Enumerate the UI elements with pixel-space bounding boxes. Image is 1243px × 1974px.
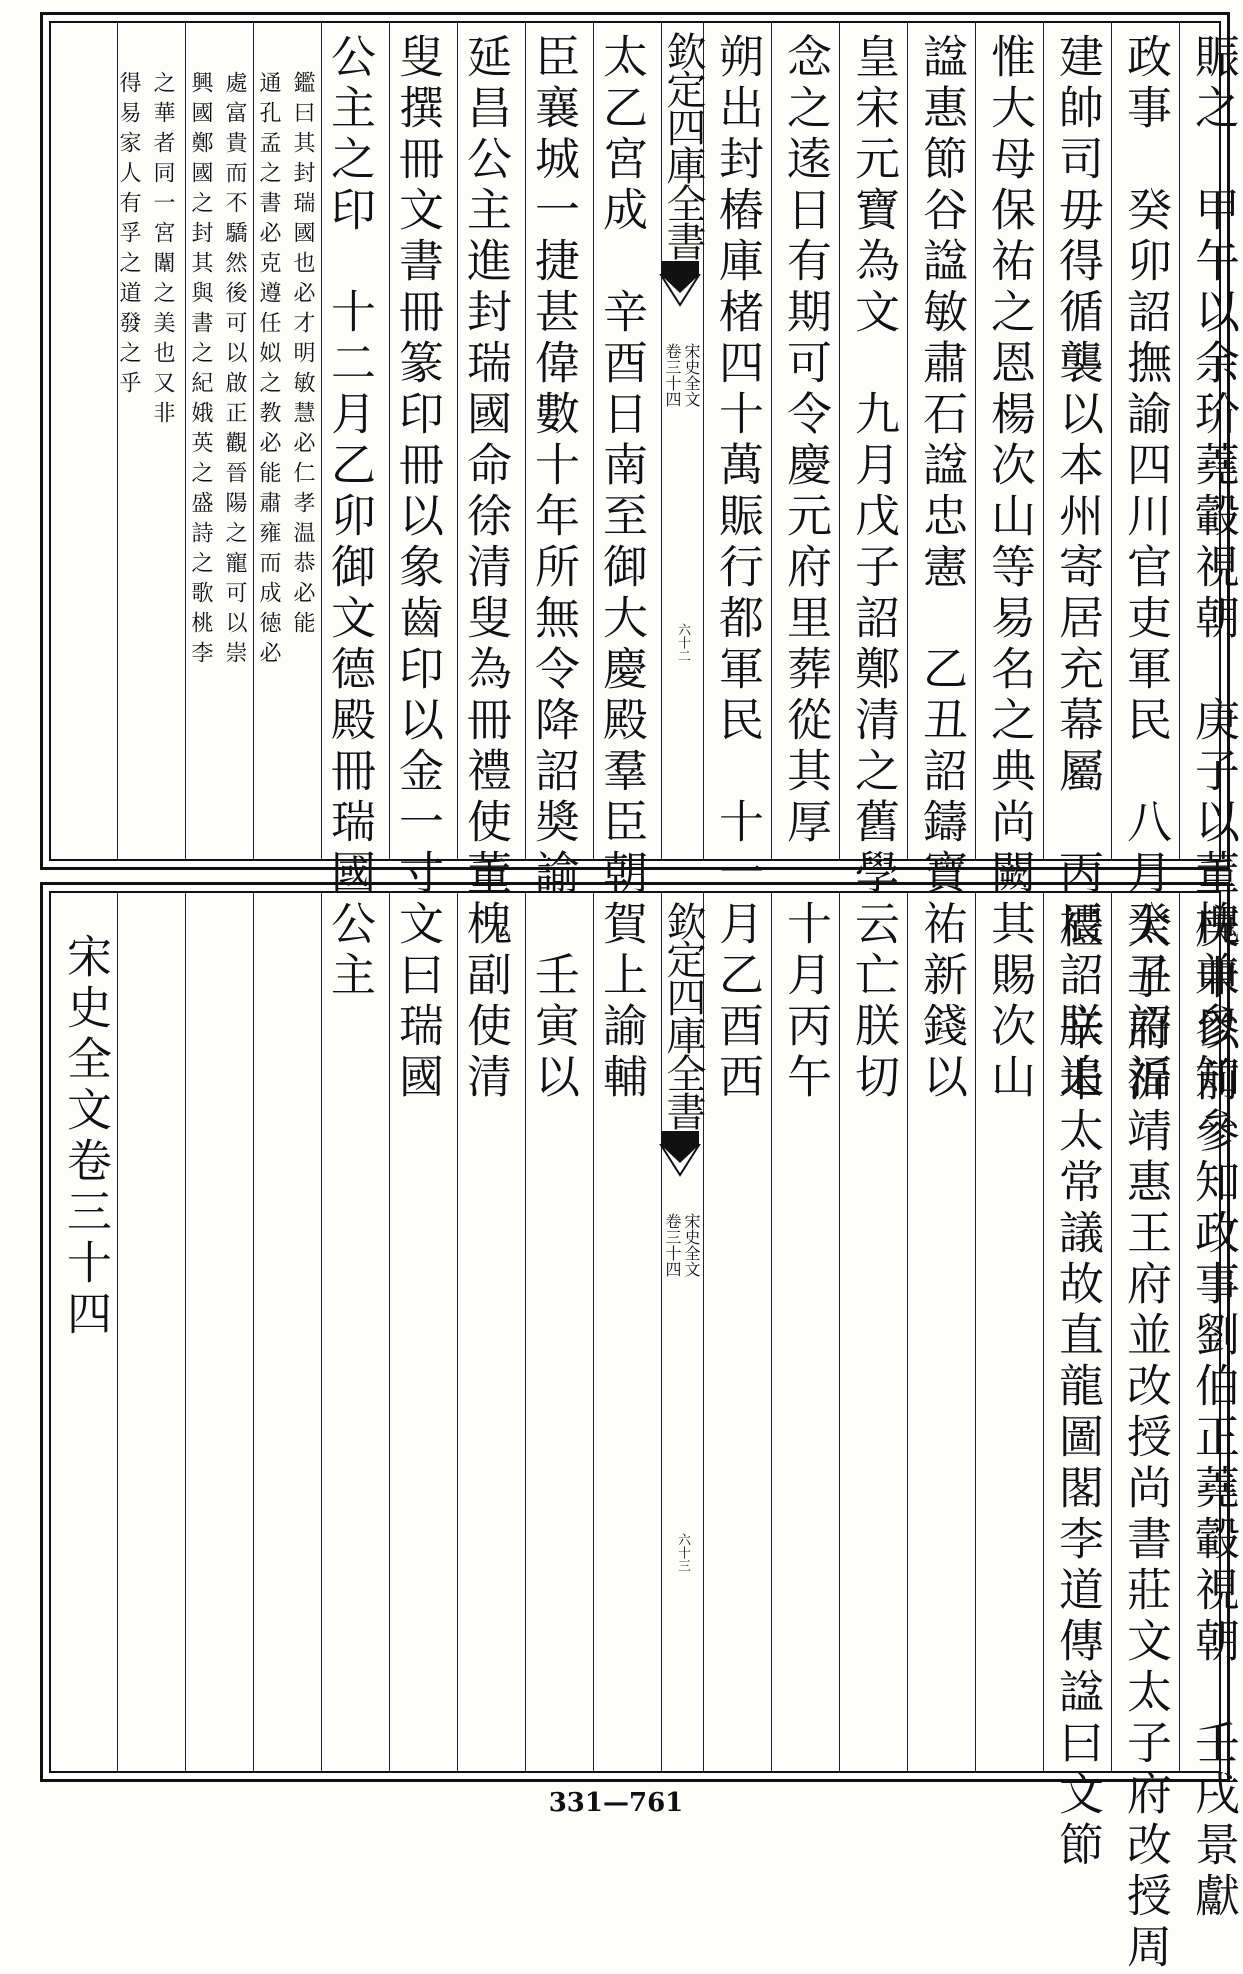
column-rule: [975, 893, 976, 1771]
column-rule: [1111, 893, 1112, 1771]
column-rule: [389, 893, 390, 1771]
center-volume: 卷三十四: [663, 343, 682, 407]
text-column: 建帥司毋得循襲以本州寄居充幕屬 丙辰詔朕追: [1051, 33, 1104, 1104]
text-column: 政事 癸卯詔撫諭四川官吏軍民 八月癸丑詔福: [1119, 33, 1172, 1104]
text-column: 公主之印 十二月乙卯御文德殿冊瑞國公主: [323, 33, 376, 1002]
center-title: 欽定四庫全書: [660, 901, 706, 1129]
text-column: 延昌公主進封瑞國命徐清叟為冊禮使董槐副使清: [459, 33, 512, 1104]
annotation-column: 鑑曰其封瑞國也必才明敏慧必仁孝温恭必能: [290, 71, 315, 641]
column-rule: [321, 893, 322, 1771]
fish-tail-mark: [661, 1131, 699, 1185]
annotation-column: 得易家人有孚之道發之乎: [116, 71, 141, 401]
column-rule: [117, 893, 118, 1771]
text-column: 惟大母保祐之恩楊次山等易名之典尚闕其賜次山: [983, 33, 1036, 1104]
column-rule: [1043, 893, 1044, 1771]
top-page-panel: [40, 12, 1240, 1104]
column-rule: [593, 893, 594, 1771]
text-column: 臣襄城一捷甚偉數十年所無令降詔奬諭 壬寅以: [527, 33, 580, 1104]
center-volume: 卷三十四: [663, 1213, 682, 1277]
column-rule: [771, 893, 772, 1771]
fish-tail-mark: [661, 261, 699, 315]
column-rule: [771, 23, 772, 859]
text-column: 叟撰冊文書冊篆印冊以象齒印以金一寸文曰瑞國: [391, 33, 444, 1104]
column-rule: [839, 23, 840, 859]
column-rule: [839, 893, 840, 1771]
page-number: 331—761: [548, 1788, 684, 1818]
text-column: 太子府沂靖惠王府並改授尚書莊文太子府改授周: [1119, 903, 1172, 1974]
column-rule: [1111, 23, 1112, 859]
center-strip: [660, 23, 706, 859]
center-strip: [660, 893, 706, 1771]
annotation-column: 通孔孟之書必克遵任姒之教必能肅雍而成徳必: [256, 71, 281, 671]
annotation-column: 興國鄭國之封其與書之紀娥英之盛詩之歌桃李: [188, 71, 213, 671]
volume-ending-column: 宋史全文卷三十四: [59, 933, 112, 1341]
annotation-column: 之華者同一宮闈之美也又非: [150, 71, 175, 431]
center-page-number: 六十二: [675, 623, 690, 662]
center-page-number: 六十三: [675, 1533, 690, 1572]
text-column: 皇宋元寶為文 九月戊子詔鄭清之舊學云亡朕切: [847, 33, 900, 1104]
text-column: 諡惠節谷諡敏肅石諡忠憲 乙丑詔鑄寶祐新錢以: [915, 33, 968, 1104]
annotation-column: 處富貴而不驕然後可以啟正觀晉陽之寵可以崇: [222, 71, 247, 671]
top-page-inner-frame: [49, 21, 1240, 1104]
text-column: 賑之 甲午以余玠蕘轂視朝 庚子以董槐兼參知: [1187, 33, 1240, 1104]
column-rule: [907, 23, 908, 859]
column-rule: [1179, 893, 1180, 1771]
text-column: 朔出封樁庫楮四十萬賑行都軍民 十一月乙酉西: [711, 33, 764, 1104]
column-rule: [1179, 23, 1180, 859]
column-rule: [185, 893, 186, 1771]
column-rule: [975, 23, 976, 859]
column-rule: [907, 893, 908, 1771]
text-column: 禮 辛未太常議故直龍圖閣李道傳諡曰文節: [1051, 903, 1104, 1872]
column-rule: [525, 893, 526, 1771]
text-column: 太乙宮成 辛酉日南至御大慶殿羣臣朝賀上諭輔: [595, 33, 648, 1104]
column-rule: [253, 893, 254, 1771]
column-rule: [457, 893, 458, 1771]
center-book-title: 宋史全文: [682, 1213, 701, 1277]
text-column: 庚申以前參知政事劉伯正蕘轂視朝 壬戌景獻: [1187, 903, 1240, 1923]
center-book-title: 宋史全文: [682, 343, 701, 407]
text-column: 念之逺日有期可令慶元府里葬從其厚 十月丙午: [779, 33, 832, 1104]
center-title: 欽定四庫全書: [660, 31, 706, 259]
column-rule: [1043, 23, 1044, 859]
